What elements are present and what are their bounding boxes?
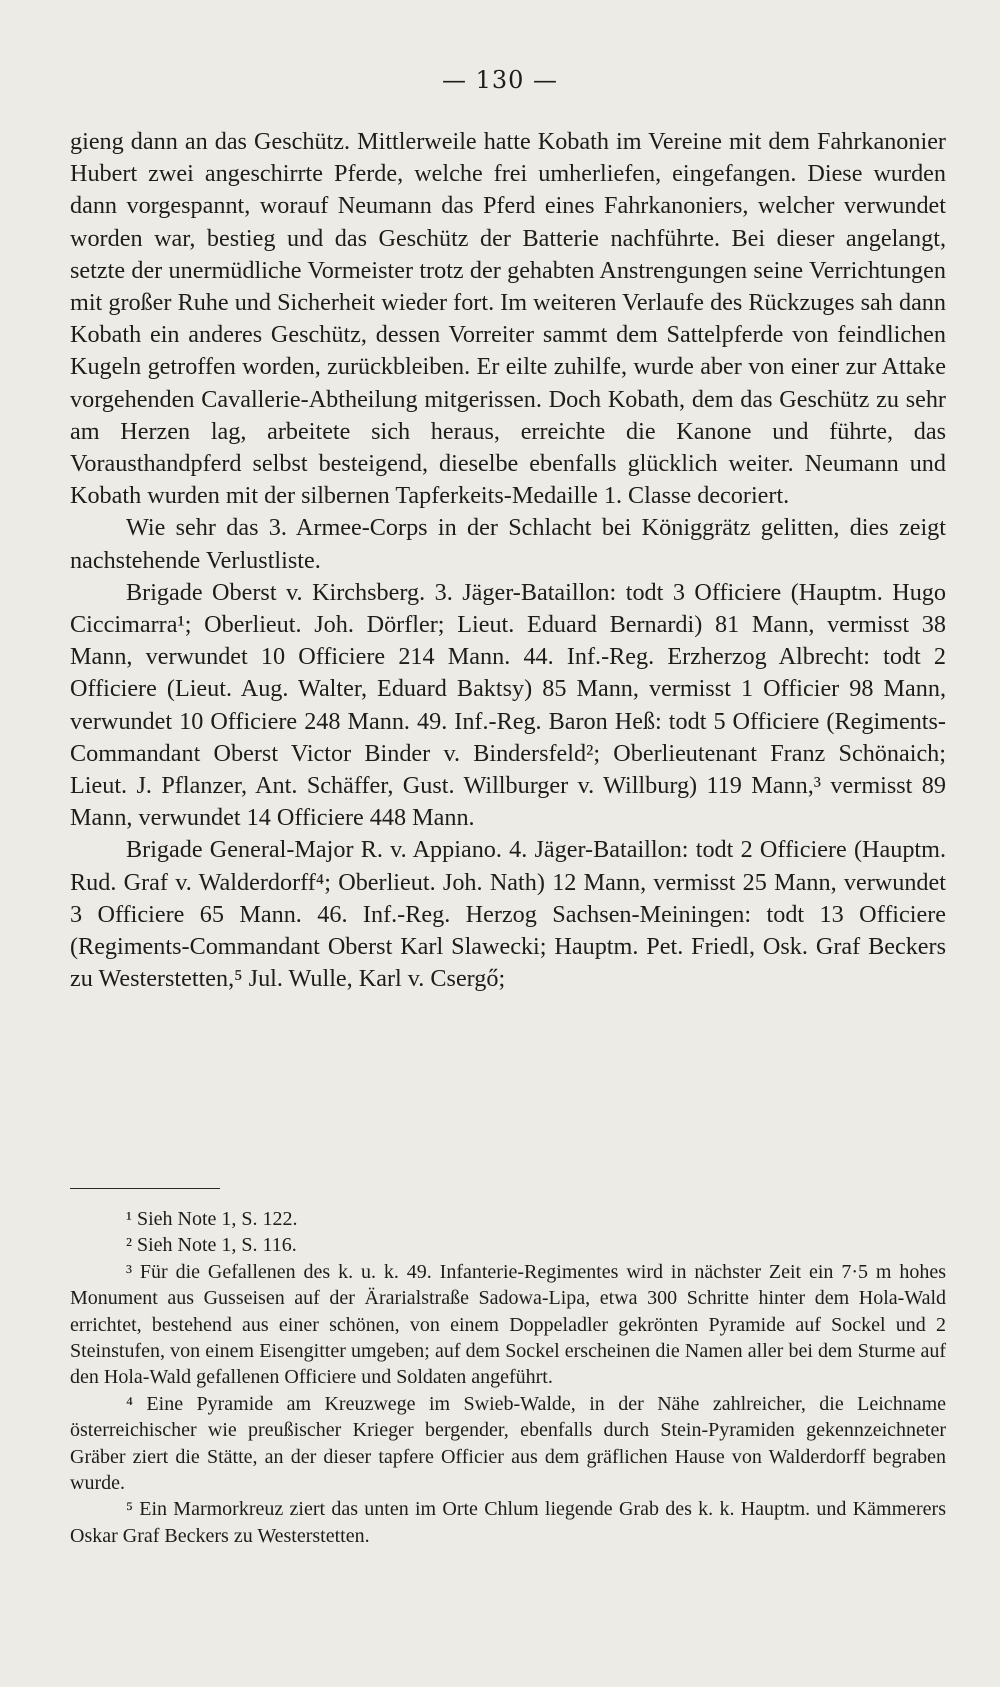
paragraph-brigade-kirchsberg: Brigade Oberst v. Kirchsberg. 3. Jäger-Bataillon: todt 3 Officiere (Hauptm. Hugo Ciccimarra¹; Oberlieut. Joh. Dörfler; Lieut. Eduard Bernardi) 81 Mann, vermisst 38 Mann, verwundet 10 Officiere 214 Mann. 44. Inf.-Reg. Erzherzog Albrecht: todt 2 Officiere (Lieut. Aug. Walter, Eduard Baktsy) 85 Mann, vermisst 1 Officier 98 Mann, verwundet 10 Officiere 248 Mann. 49. Inf.-Reg. Baron Heß: todt 5 Officiere (Regiments-Commandant Oberst Victor Binder v. Bindersfeld²; Oberlieutenant Franz Schönaich; Lieut. J. Pflanzer, Ant. Schäffer, Gust. Willburger v. Willburg) 119 Mann,³ vermisst 89 Mann, verwundet 14 Officiere 448 Mann. [70, 578, 946, 832]
footnote-2: ² Sieh Note 1, S. 116. [126, 1234, 297, 1257]
footnote-3: ³ Für die Gefallenen des k. u. k. 49. Infanterie-Regimentes wird in nächster Zeit ein 7·5 m hohes Monument aus Gusseisen auf der Ärarialstraße Sadowa-Lipa, etwa 300 Schritte hinter dem Hola-Wald errichtet, bestehend aus einer schönen, von einem Doppeladler gekrönten Pyramide auf Sockel und 2 Steinstufen, von einem Eisengitter umgeben; auf dem Sockel erscheinen die Namen aller bei dem Sturme auf den Hola-Wald gefallenen Officiere und Soldaten angeführt. [70, 1260, 946, 1389]
footnote-divider [70, 1188, 220, 1189]
footnotes [70, 1206, 946, 1549]
paragraph-rescue-narrative: gieng dann an das Geschütz. Mittlerweile hatte Kobath im Vereine mit dem Fahrkanonier Hubert zwei angeschirrte Pferde, welche frei umherliefen, eingefangen. Diese wurden dann vorgespannt, worauf Neumann das Pferd eines Fahrkanoniers, welcher verwundet worden war, bestieg und das Geschütz der Batterie nachführte. Bei dieser angelangt, setzte der unermüdliche Vormeister trotz der gehabten Anstrengungen seine Verrichtungen mit großer Ruhe und Sicherheit wieder fort. Im weiteren Verlaufe des Rückzuges sah dann Kobath ein anderes Geschütz, dessen Vorreiter sammt dem Sattelpferde von feindlichen Kugeln getroffen worden, zurückbleiben. Er eilte zuhilfe, wurde aber von einer zur Attake vorgehenden Cavallerie-Abtheilung mitgerissen. Doch Kobath, dem das Geschütz zu sehr am Herzen lag, arbeitete sich heraus, erreichte die Kanone und führte, das Vorausthandpferd selbst besteigend, dieselbe ebenfalls glücklich weiter. Neumann und Kobath wurden mit der silbernen Tapferkeits-Medaille 1. Classe decoriert. [70, 128, 946, 510]
footnote-5: ⁵ Ein Marmorkreuz ziert das unten im Orte Chlum liegende Grab des k. k. Hauptm. und Kämmerers Oskar Graf Beckers zu Westerstetten. [70, 1498, 946, 1547]
footnote-4: ⁴ Eine Pyramide am Kreuzwege im Swieb-Walde, in der Nähe zahlreicher, die Leichname österreichischer wie preußischer Krieger bergender, ebenfalls durch Stein-Pyramiden gekennzeichneter Gräber ziert die Stätte, an der dieser tapfere Officier aus dem gräflichen Hause von Walderdorff begraben wurde. [70, 1392, 946, 1495]
paragraph-brigade-appiano: Brigade General-Major R. v. Appiano. 4. Jäger-Bataillon: todt 2 Officiere (Hauptm. Rud. Graf v. Walderdorff⁴; Oberlieut. Joh. Nath) 12 Mann, vermisst 25 Mann, verwundet 3 Officiere 65 Mann. 46. Inf.-Reg. Herzog Sachsen-Meiningen: todt 13 Officiere (Regiments-Commandant Oberst Karl Slawecki; Hauptm. Pet. Friedl, Osk. Graf Beckers zu Westerstetten,⁵ Jul. Wulle, Karl v. Csergő; [70, 836, 946, 993]
footnote-1: ¹ Sieh Note 1, S. 122. [126, 1208, 298, 1230]
paragraph-loss-intro: Wie sehr das 3. Armee-Corps in der Schlacht bei Königgrätz gelitten, dies zeigt nachstehende Verlustliste. [70, 514, 946, 574]
main-text [70, 126, 946, 995]
page-number: — 130 — [441, 66, 559, 94]
